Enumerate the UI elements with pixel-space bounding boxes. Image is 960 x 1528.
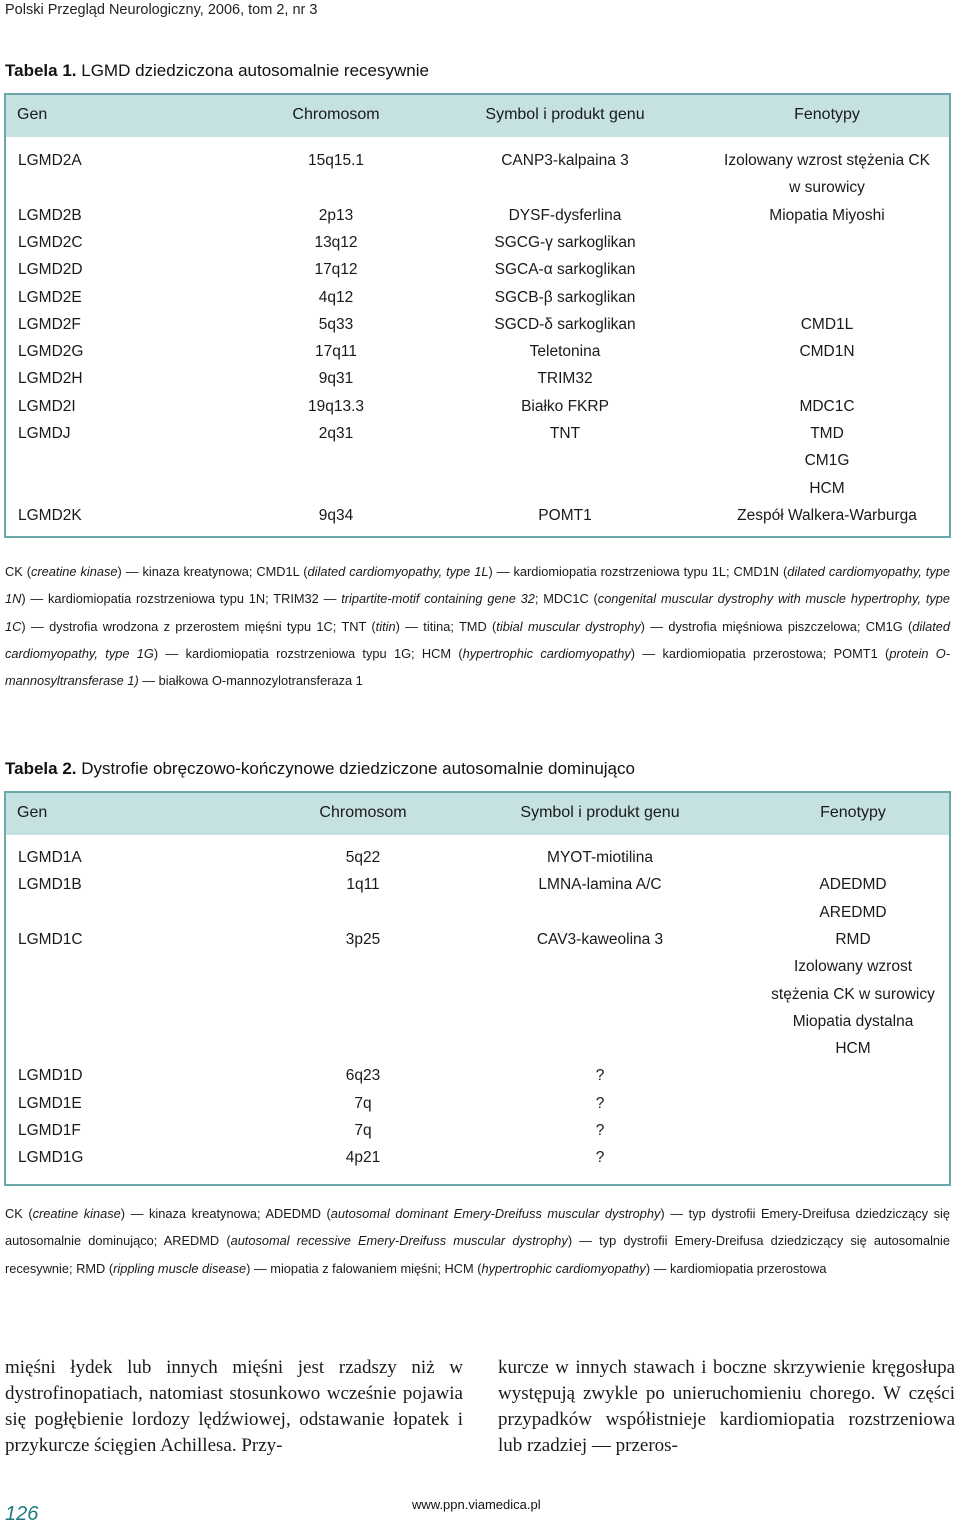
table2-header-row — [6, 793, 949, 835]
cell-fenotyp: TMD — [810, 425, 844, 442]
table2-caption-label: Tabela 2. — [5, 759, 77, 778]
table2 — [4, 791, 951, 1186]
cell-gen: LGMD1E — [18, 1094, 82, 1112]
cell-fenotyp: HCM — [835, 1040, 871, 1058]
cell-chromosom: 5q33 — [318, 315, 354, 333]
cell-fenotyp: CM1G — [804, 452, 850, 470]
cell-symbol: DYSF-dysferlina — [508, 206, 622, 224]
cell-gen: LGMD1A — [18, 849, 82, 866]
table-row — [6, 234, 949, 261]
cell-chromosom: 7q — [354, 1122, 372, 1139]
cell-gen: LGMD1D — [18, 1067, 83, 1085]
table-row — [6, 152, 949, 179]
table2-col-fenotypy: Fenotypy — [820, 804, 886, 821]
table-row — [6, 207, 949, 234]
table-row — [6, 316, 949, 343]
cell-chromosom: 4p21 — [345, 1149, 381, 1167]
table1-caption-label: Tabela 1. — [5, 61, 77, 80]
table-row — [6, 289, 949, 316]
table-row — [6, 370, 949, 397]
table-row — [6, 1040, 949, 1067]
table1-footnote: CK (creatine kinase) — kinaza kreatynowa; CMD1L (dilated cardiomyopathy, type 1L) — kardiomiopatia rozstrzeniowa typu 1L; CMD1N (dilated cardiomyopathy, type 1N) — kardiomiopatia rozstrzeniowa typu 1N; TRIM32 — tripartite-motif containing gene 32; MDC1C (congenital muscular dystrophy with muscle hypertrophy, type 1C) — dystrofia wrodzona z przerostem mięśni typu 1C; TNT (titin) — titina; TMD (tibial muscular dystrophy) — dystrofia mięśniowa piszczelowa; CM1G (dilated cardiomyopathy, type 1G) — kardiomiopatia rozstrzeniowa typu 1G; HCM (hypertrophic cardiomyopathy) — kardiomiopatia przerostowa; POMT1 (protein O-mannosyltransferase 1) — białkowa O-mannozylotransferaza 1 — [5, 564, 951, 689]
table-row — [6, 425, 949, 452]
cell-chromosom: 1q11 — [346, 876, 380, 894]
table2-col-gen: Gen — [17, 804, 48, 821]
table-row — [6, 986, 949, 1013]
cell-chromosom: 4q12 — [318, 288, 354, 306]
cell-fenotyp: Zespół Walkera-Warburga — [737, 506, 917, 524]
table-row — [6, 480, 949, 507]
cell-gen: LGMD1C — [18, 930, 83, 948]
cell-chromosom: 5q22 — [345, 849, 381, 866]
table1-caption — [5, 61, 429, 81]
cell-symbol: SGCA-α sarkoglikan — [494, 261, 636, 279]
cell-gen: LGMD2K — [18, 506, 82, 524]
table1-col-symbol: Symbol i produkt genu — [485, 106, 645, 123]
table-row — [6, 1149, 949, 1176]
cell-chromosom: 6q23 — [345, 1067, 381, 1085]
cell-symbol: MYOT-miotilina — [547, 849, 653, 866]
cell-symbol: ? — [595, 1122, 605, 1139]
cell-gen: LGMD2G — [18, 343, 84, 361]
cell-gen: LGMD1G — [18, 1149, 84, 1167]
cell-chromosom: 9q31 — [318, 370, 354, 388]
cell-fenotyp: AREDMD — [819, 903, 887, 921]
cell-symbol: POMT1 — [538, 506, 592, 524]
cell-symbol: LMNA-lamina A/C — [538, 876, 662, 894]
cell-fenotyp: ADEDMD — [819, 876, 887, 894]
cell-fenotyp: Izolowany wzrost stężenia CK — [724, 152, 930, 169]
table-row — [6, 398, 949, 425]
cell-gen: LGMD2H — [18, 370, 83, 388]
table-row — [6, 452, 949, 479]
table-row — [6, 1122, 949, 1149]
cell-fenotyp: Miopatia dystalna — [792, 1012, 914, 1030]
cell-gen: LGMD2A — [18, 152, 82, 169]
cell-gen: LGMD2E — [18, 288, 82, 306]
cell-symbol: ? — [595, 1094, 605, 1112]
cell-symbol: ? — [595, 1149, 605, 1167]
cell-gen: LGMD1F — [18, 1122, 81, 1139]
cell-symbol: SGCG-γ sarkoglikan — [494, 233, 636, 251]
table2-caption-text: Dystrofie obręczowo-kończynowe dziedziczone autosomalnie dominująco — [81, 759, 635, 778]
cell-chromosom: 17q12 — [314, 261, 358, 279]
cell-chromosom: 2q31 — [318, 425, 354, 442]
cell-fenotyp: CMD1L — [800, 315, 854, 333]
cell-fenotyp: HCM — [809, 479, 845, 497]
cell-fenotyp: CMD1N — [799, 343, 855, 361]
table-row — [6, 849, 949, 876]
cell-chromosom: 3p25 — [345, 930, 381, 948]
cell-fenotyp: MDC1C — [799, 397, 855, 415]
table2-col-symbol: Symbol i produkt genu — [520, 804, 680, 821]
cell-chromosom: 7q — [354, 1094, 372, 1112]
table2-col-chromosom: Chromosom — [319, 804, 407, 821]
table1 — [4, 93, 951, 538]
table-row — [6, 507, 949, 534]
footer-url: www.ppn.viamedica.pl — [412, 1497, 541, 1512]
journal-header: Polski Przegląd Neurologiczny, 2006, tom 2, nr 3 — [5, 2, 318, 18]
body-column-right: kurcze w innych stawach i boczne skrzywienie kręgosłupa występują zwykle po unieruchomieniu chorego. W części przypadków współistnieje kardiomiopatia rozstrzeniowa lub rzadziej — przeros- — [498, 1357, 955, 1456]
cell-fenotyp: stężenia CK w surowicy — [771, 985, 935, 1003]
cell-chromosom: 13q12 — [314, 233, 358, 251]
table2-footnote: CK (creatine kinase) — kinaza kreatynowa; ADEDMD (autosomal dominant Emery-Dreifuss muscular dystrophy) — typ dystrofii Emery-Dreifusa dziedziczący się autosomalnie dominująco; AREDMD (autosomal recessive Emery-Dreifuss muscular dystrophy) — typ dystrofii Emery-Dreifusa dziedziczący się autosomalnie recesywnie; RMD (rippling muscle disease) — miopatia z falowaniem mięśni; HCM (hypertrophic cardiomyopathy) — kardiomiopatia przerostowa — [5, 1206, 950, 1276]
body-column-left: mięśni łydek lub innych mięśni jest rzadszy niż w dystrofinopatiach, natomiast stosunkowo wcześnie pojawia się pogłębienie lordozy lędźwiowej, odstawanie łopatek i przykurcze ścięgien Achillesa. Przy- — [5, 1357, 463, 1456]
table-row — [6, 1095, 949, 1122]
cell-chromosom: 2p13 — [318, 206, 354, 224]
table-row — [6, 876, 949, 903]
page-number: 126 — [5, 1503, 39, 1525]
table1-col-chromosom: Chromosom — [292, 106, 380, 123]
cell-fenotyp: Miopatia Miyoshi — [769, 206, 885, 224]
cell-symbol: TRIM32 — [537, 370, 593, 388]
table1-caption-text: LGMD dziedziczona autosomalnie recesywnie — [81, 61, 429, 80]
cell-gen: LGMD1B — [18, 876, 82, 894]
table-row — [6, 1067, 949, 1094]
cell-fenotyp: w surowicy — [789, 179, 865, 197]
table-row — [6, 904, 949, 931]
cell-gen: LGMDJ — [18, 425, 71, 442]
cell-symbol: SGCD-δ sarkoglikan — [494, 315, 636, 333]
cell-symbol: Białko FKRP — [521, 397, 609, 415]
cell-chromosom: 9q34 — [318, 506, 354, 524]
cell-symbol: Teletonina — [529, 343, 601, 361]
table1-col-gen: Gen — [17, 106, 48, 123]
table-row — [6, 261, 949, 288]
table1-col-fenotypy: Fenotypy — [794, 106, 860, 123]
cell-symbol: CANP3-kalpaina 3 — [501, 152, 629, 169]
table-row — [6, 931, 949, 958]
cell-chromosom: 17q11 — [315, 343, 357, 361]
table-row — [6, 1013, 949, 1040]
cell-gen: LGMD2C — [18, 233, 83, 251]
cell-symbol: SGCB-β sarkoglikan — [494, 288, 636, 306]
cell-gen: LGMD2F — [18, 315, 81, 333]
cell-fenotyp: Izolowany wzrost — [793, 958, 913, 976]
cell-chromosom: 15q15.1 — [307, 152, 365, 169]
cell-symbol: CAV3-kaweolina 3 — [536, 930, 664, 948]
table1-header-row — [6, 95, 949, 137]
cell-chromosom: 19q13.3 — [307, 397, 365, 415]
cell-symbol: TNT — [549, 425, 581, 442]
table-row — [6, 958, 949, 985]
cell-gen: LGMD2B — [18, 206, 82, 224]
cell-gen: LGMD2I — [18, 397, 76, 415]
table2-caption — [5, 759, 635, 779]
table-row — [6, 343, 949, 370]
cell-gen: LGMD2D — [18, 261, 83, 279]
cell-fenotyp: RMD — [835, 930, 871, 948]
table-row — [6, 179, 949, 206]
cell-symbol: ? — [595, 1067, 605, 1085]
